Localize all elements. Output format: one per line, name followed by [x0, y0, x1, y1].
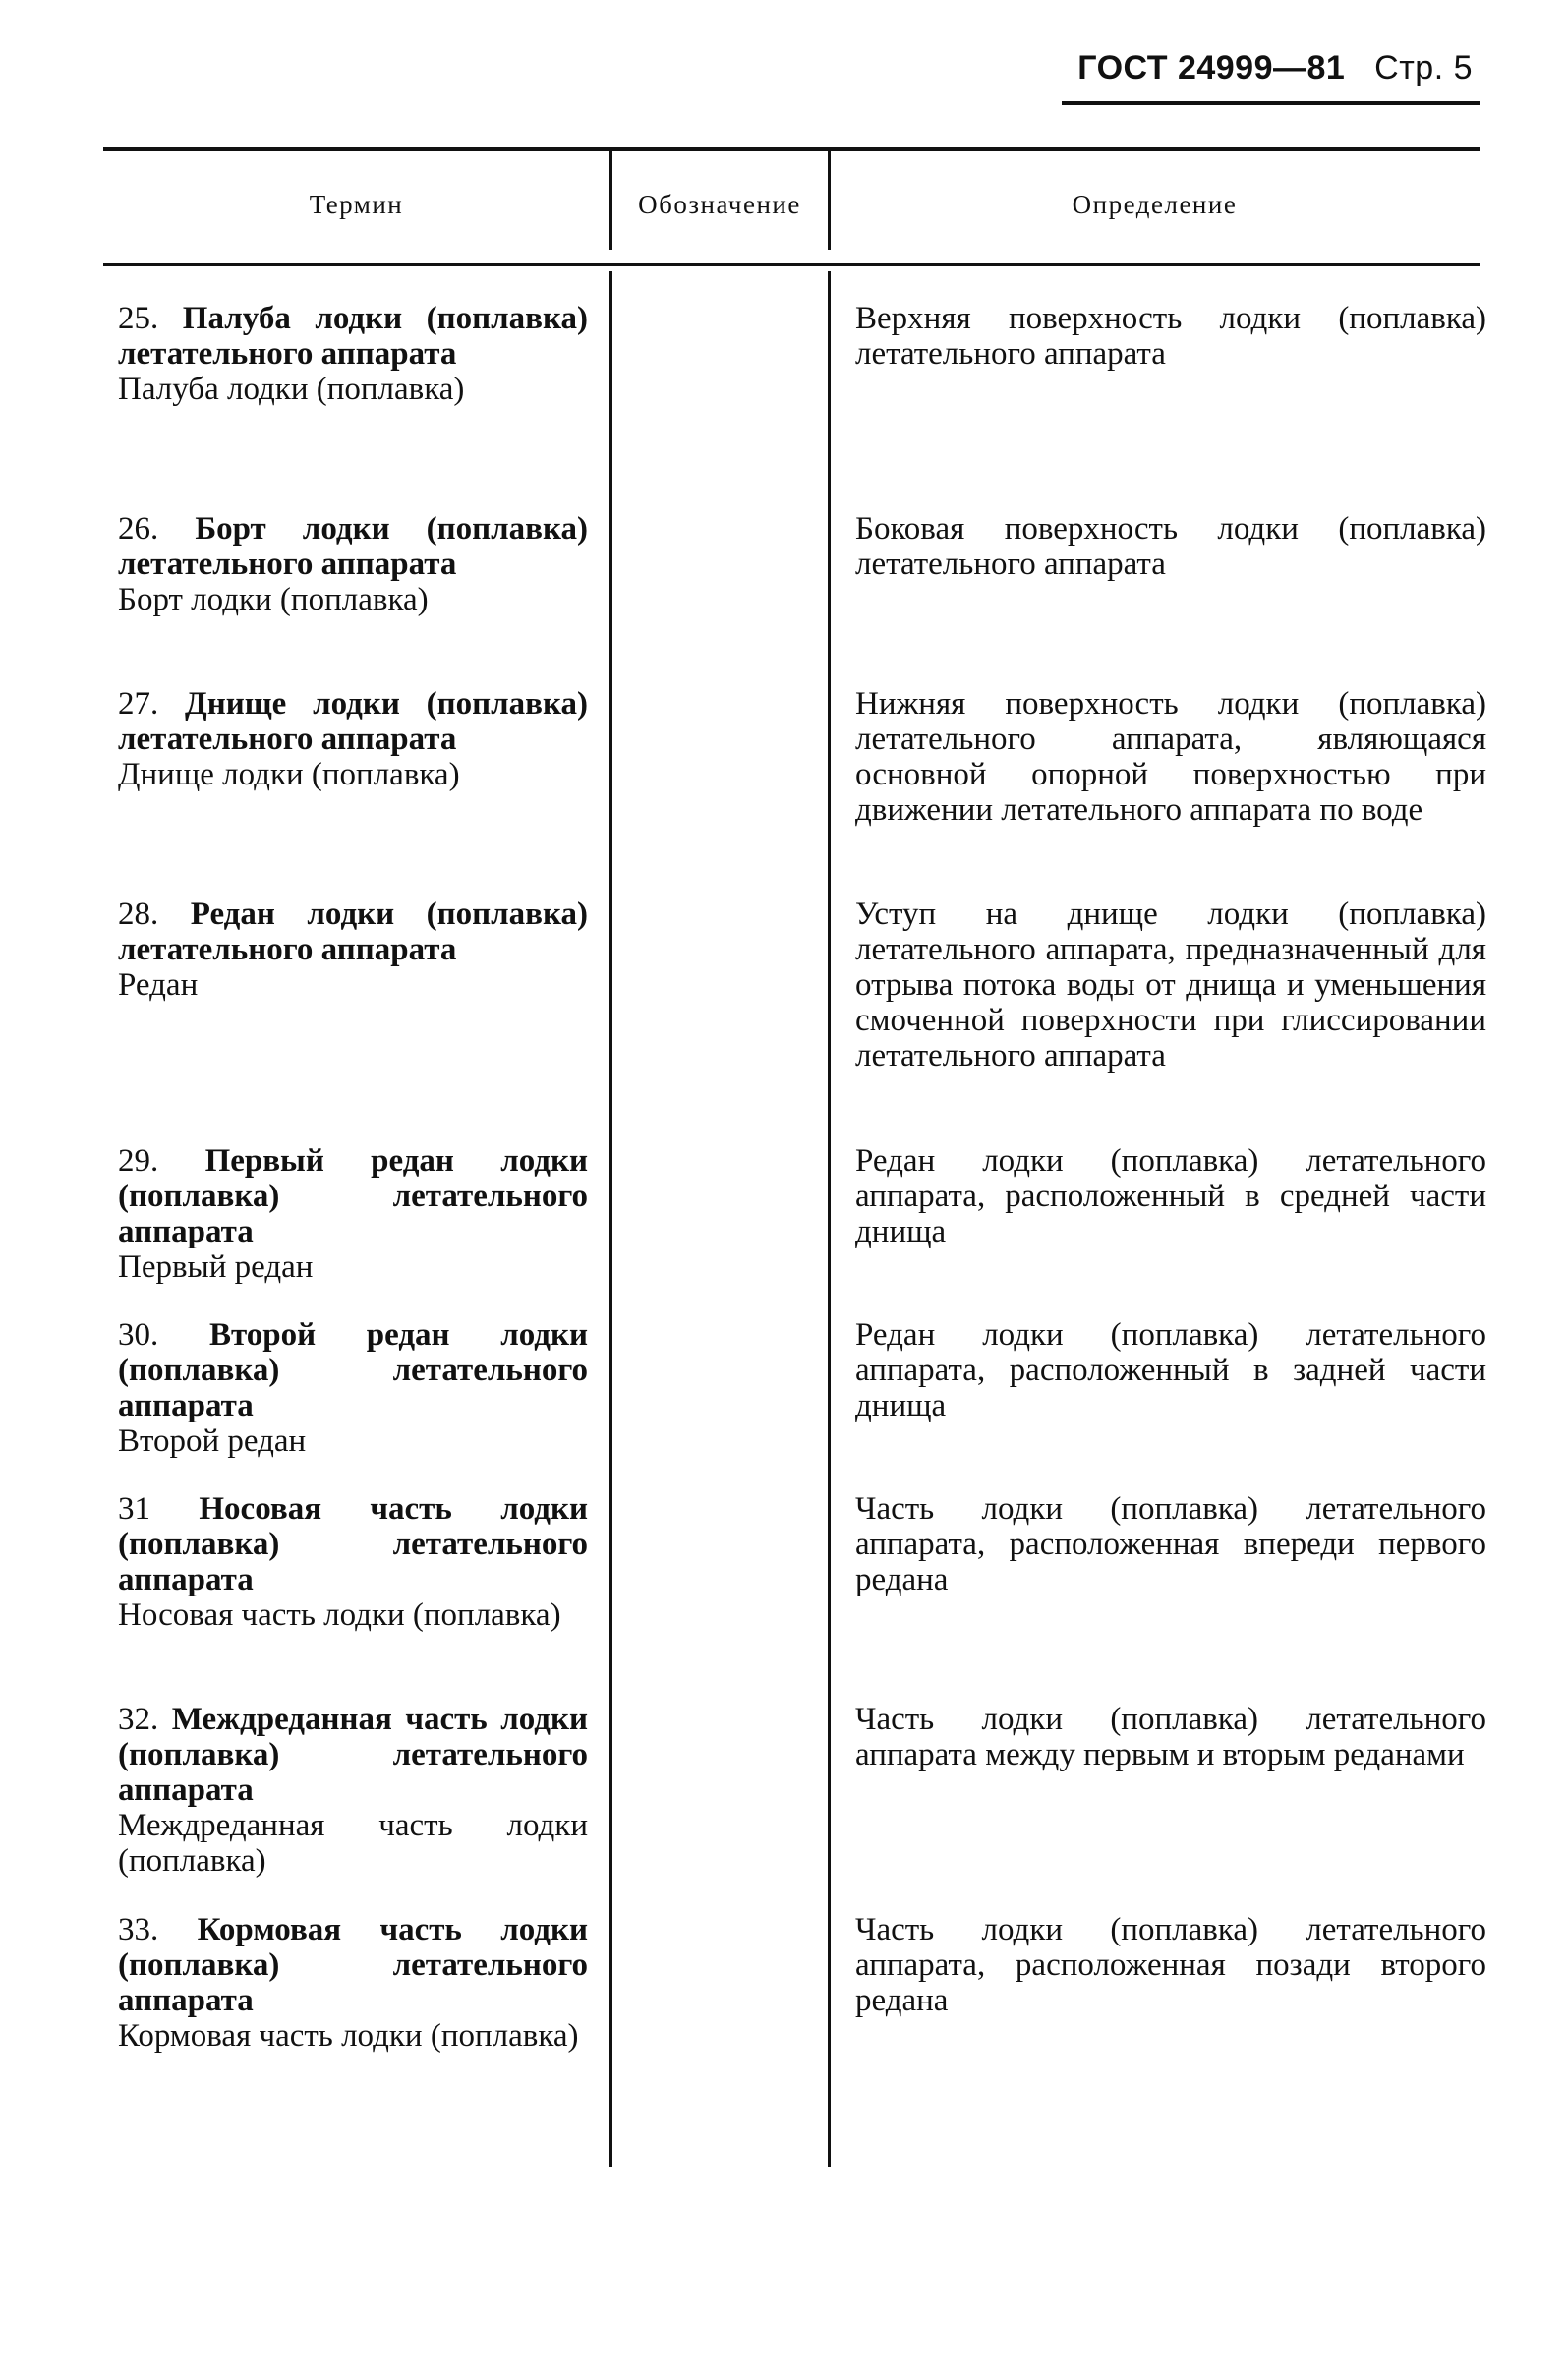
definition-cell: Часть лодки (поплавка) летательного аппарата между первым и вторым реданами: [855, 1702, 1486, 1772]
definition-cell: Нижняя поверхность лодки (поплавка) летательного аппарата, являющаяся основной опорной поверхностью при движении летательного аппарата по воде: [855, 686, 1486, 828]
term-short: Борт лодки (поплавка): [118, 582, 429, 617]
column-header-designation: Обозначение: [638, 190, 801, 219]
term-text: Первый редан лодки (поплавка) летательного аппарата: [118, 1143, 589, 1249]
definition-cell: Боковая поверхность лодки (поплавка) летательного аппарата: [855, 511, 1486, 582]
term-text: Второй редан лодки (поплавка) летательного аппарата: [118, 1317, 589, 1423]
term-title: [118, 1143, 588, 1249]
term-title: [118, 511, 588, 582]
term-cell: [118, 1317, 588, 1459]
term-title: [118, 301, 588, 372]
term-number: 29.: [118, 1143, 159, 1179]
term-title: [118, 1317, 588, 1423]
term-number: 30.: [118, 1317, 159, 1353]
term-short: Первый редан: [118, 1249, 314, 1285]
table-top-rule: [103, 147, 1480, 151]
term-short: Палуба лодки (поплавка): [118, 372, 465, 407]
term-cell: [118, 1912, 588, 2054]
page-header: [1077, 49, 1473, 87]
term-number: 28.: [118, 897, 159, 932]
column-divider: [609, 271, 612, 2167]
term-number: 25.: [118, 301, 159, 336]
term-number: 26.: [118, 511, 159, 547]
term-number: 27.: [118, 686, 159, 722]
term-title: [118, 1491, 588, 1597]
term-title: [118, 1912, 588, 2018]
term-text: Редан лодки (поплавка) летательного аппарата: [118, 897, 589, 967]
term-text: Палуба лодки (поплавка) летательного аппарата: [118, 301, 589, 372]
table-header-rule: [103, 263, 1480, 266]
term-text: Носовая часть лодки (поплавка) летательного аппарата: [118, 1491, 588, 1597]
term-text: Днище лодки (поплавка) летательного аппарата: [118, 686, 588, 757]
term-short: Кормовая часть лодки (поплавка): [118, 2018, 579, 2054]
term-number: 33.: [118, 1912, 159, 1947]
term-cell: [118, 897, 588, 1003]
column-header-term: Термин: [309, 190, 404, 219]
term-cell: [118, 686, 588, 792]
definition-cell: Уступ на днище лодки (поплавка) летательного аппарата, предназначенный для отрыва потока воды от днища и уменьшения смоченной поверхности при глиссировании летательного аппарата: [855, 897, 1486, 1074]
term-cell: [118, 1702, 588, 1879]
term-cell: [118, 301, 588, 407]
term-short: Междреданная часть лодки (поплавка): [118, 1808, 588, 1879]
definition-cell: Редан лодки (поплавка) летательного аппарата, расположенный в средней части днища: [855, 1143, 1486, 1249]
column-header-definition: Определение: [1072, 190, 1238, 219]
term-short: Носовая часть лодки (поплавка): [118, 1597, 561, 1633]
header-rule: [1062, 101, 1480, 105]
definition-cell: Часть лодки (поплавка) летательного аппарата, расположенная позади второго редана: [855, 1912, 1486, 2018]
term-cell: [118, 1143, 588, 1285]
standard-number: ГОСТ 24999—81: [1077, 49, 1346, 87]
definition-cell: Часть лодки (поплавка) летательного аппарата, расположенная впереди первого редана: [855, 1491, 1486, 1597]
term-title: [118, 897, 588, 967]
term-title: [118, 686, 588, 757]
term-number: 31: [118, 1491, 150, 1527]
definition-cell: Верхняя поверхность лодки (поплавка) летательного аппарата: [855, 301, 1486, 372]
term-cell: [118, 511, 588, 617]
term-cell: [118, 1491, 588, 1633]
term-text: Кормовая часть лодки (поплавка) летательного аппарата: [118, 1912, 588, 2018]
term-text: Междреданная часть лодки (поплавка) летательного аппарата: [118, 1702, 589, 1808]
term-short: Редан: [118, 967, 199, 1003]
column-divider: [828, 271, 831, 2167]
term-title: [118, 1702, 588, 1808]
term-short: Днище лодки (поплавка): [118, 757, 460, 792]
page-number: Стр. 5: [1374, 49, 1473, 87]
term-text: Борт лодки (поплавка) летательного аппарата: [118, 511, 589, 582]
definition-cell: Редан лодки (поплавка) летательного аппарата, расположенный в задней части днища: [855, 1317, 1486, 1423]
term-short: Второй редан: [118, 1423, 307, 1459]
term-number: 32.: [118, 1702, 159, 1737]
